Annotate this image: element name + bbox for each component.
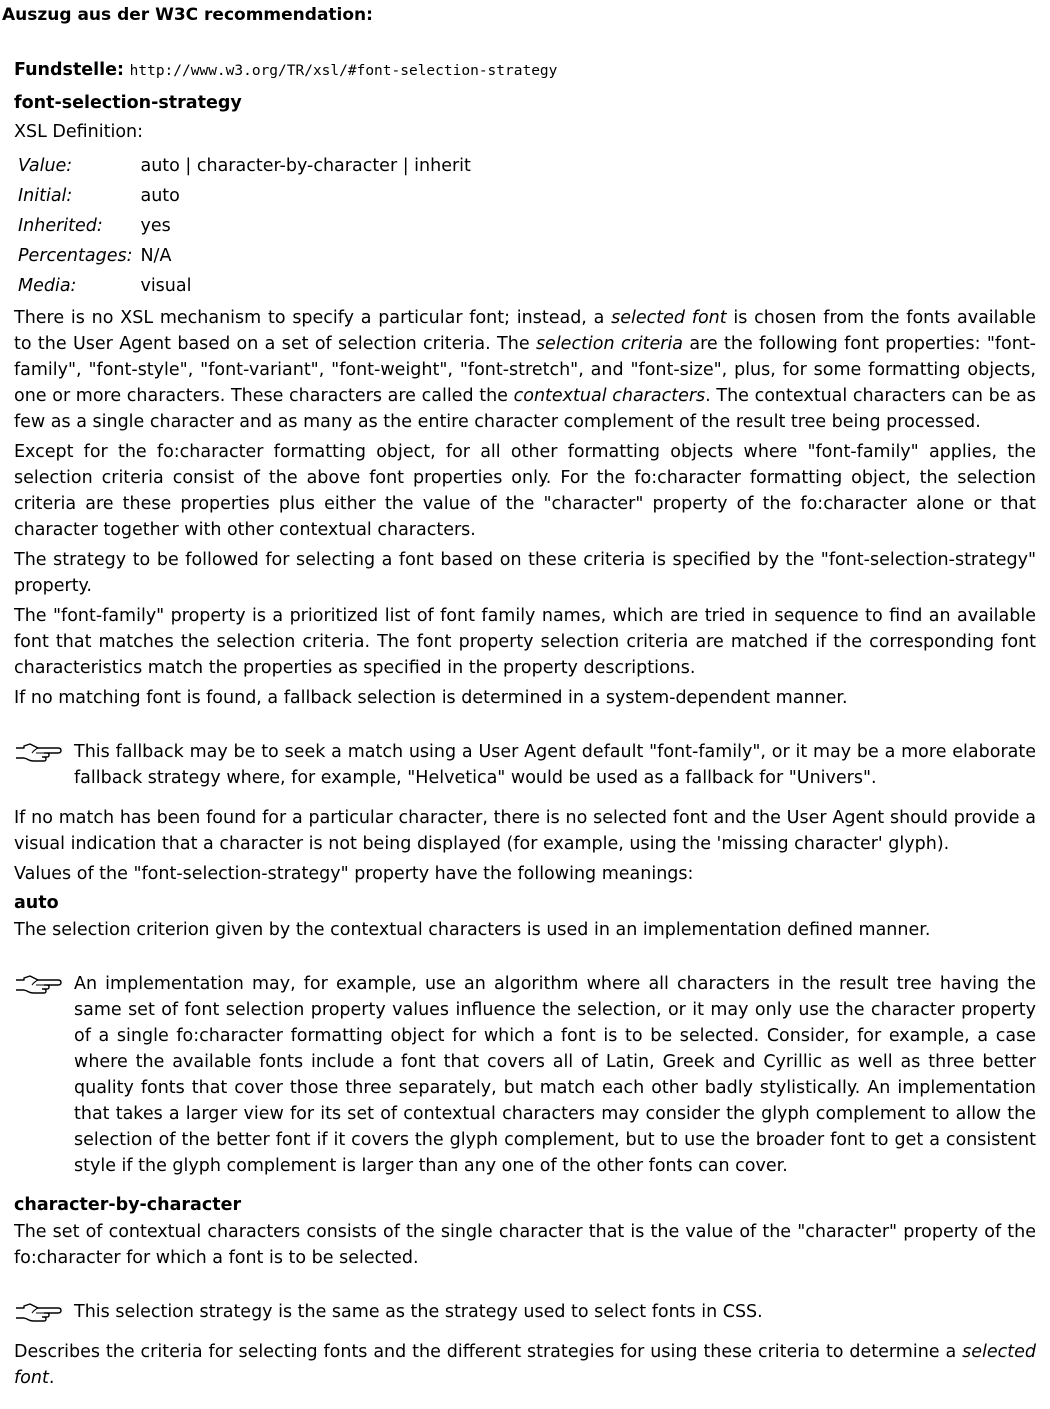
definition-row-media	[16, 271, 477, 301]
note-text: This fallback may be to seek a match using a User Agent default "font-family", or it may be a more elaborate fallback strategy where, for example, "Helvetica" would be used as a fallback for "Univers".	[74, 742, 1036, 788]
definition-value: visual	[140, 276, 192, 296]
source-label: Fundstelle:	[14, 60, 125, 80]
source-reference	[14, 58, 1036, 83]
definition-value: auto | character-by-character | inherit	[140, 156, 471, 176]
paragraph-values-intro: Values of the "font-selection-strategy" property have the following meanings:	[14, 864, 694, 884]
definition-table	[16, 151, 477, 301]
emphasis: contextual characters	[513, 386, 706, 406]
paragraph-strategy: The strategy to be followed for selecting a font based on these criteria is specified by the "font-selection-strategy" property.	[14, 550, 1036, 596]
page-title: Auszug aus der W3C recommendation:	[2, 5, 373, 25]
definition-key: Inherited:	[18, 216, 103, 236]
definition-key: Value:	[18, 156, 73, 176]
definition-row-inherited	[16, 211, 477, 241]
pointing-hand-icon	[14, 1299, 74, 1325]
text-run: There is no XSL mechanism to specify a particular font; instead, a	[14, 308, 612, 328]
text-run: are the following font properties: "font-family", "font-style", "font-variant", "font-weight", "font-stretch", and "font-size", plus, for some formatting objects, one or more characters. These characters are called the	[14, 334, 1036, 406]
text-run: is chosen from the fonts available to the User Agent based on a set of selection criteria. The	[14, 308, 1036, 354]
paragraph-summary	[14, 1339, 1036, 1391]
definition-key: Percentages:	[18, 246, 133, 266]
text-run: .	[48, 1368, 55, 1388]
definition-row-percentages	[16, 241, 477, 271]
note-css	[14, 1299, 1036, 1325]
pointing-hand-icon	[14, 971, 74, 997]
definition-value: yes	[140, 216, 171, 236]
paragraph-auto: The selection criterion given by the contextual characters is used in an implementation defined manner.	[14, 920, 931, 940]
definition-row-initial	[16, 181, 477, 211]
note-text: This selection strategy is the same as the strategy used to select fonts in CSS.	[74, 1302, 763, 1322]
paragraph-fo-character: Except for the fo:character formatting object, for all other formatting objects where "font-family" applies, the selection criteria consist of the above font properties only. For the fo:character formatting object, the selection criteria are these properties plus either the value of the "character" property of the fo:character alone or that character together with other contextual characters.	[14, 442, 1036, 540]
text-run: . The contextual characters can be as few as a single character and as many as the entire character complement of the result tree being processed.	[14, 386, 1036, 432]
paragraph-no-match: If no match has been found for a particular character, there is no selected font and the User Agent should provide a visual indication that a character is not being displayed (for example, using the 'missing character' glyph).	[14, 808, 1036, 854]
emphasis: selected font	[14, 1342, 1036, 1388]
paragraph-character-by-character: The set of contextual characters consists of the single character that is the value of the "character" property of the fo:character for which a font is to be selected.	[14, 1222, 1036, 1268]
definition-key: Initial:	[18, 186, 73, 206]
term-auto: auto	[14, 893, 59, 913]
note-text: An implementation may, for example, use an algorithm where all characters in the result tree having the same set of font selection property values influence the selection, or it may only use the character property of a single fo:character formatting object for which a font is to be selected. Consider, for example, a case where the available fonts include a font that covers all of Latin, Greek and Cyrillic as well as three better quality fonts that cover those three separately, but match each other badly stylistically. An implementation that takes a larger view for its set of contextual characters may consider the glyph complement to allow the selection of the better font if it covers the glyph complement, but to use the broader font to get a consistent style if the glyph complement is larger than any one of the other fonts can cover.	[74, 974, 1036, 1176]
definition-row-value	[16, 151, 477, 181]
text-run: Describes the criteria for selecting fonts and the different strategies for using these criteria to determine a	[14, 1342, 963, 1362]
content	[14, 58, 1036, 1395]
paragraph-fallback: If no matching font is found, a fallback selection is determined in a system-dependent manner.	[14, 688, 848, 708]
note-implementation	[14, 971, 1036, 1179]
pointing-hand-icon	[14, 739, 74, 765]
emphasis: selected font	[611, 308, 727, 328]
definition-value: N/A	[140, 246, 172, 266]
emphasis: selection criteria	[535, 334, 684, 354]
xsl-definition-label: XSL Definition:	[14, 122, 144, 142]
term-character-by-character: character-by-character	[14, 1195, 242, 1215]
paragraph-font-family: The "font-family" property is a prioritized list of font family names, which are tried in sequence to find an available font that matches the selection criteria. The font property selection criteria are matched if the corresponding font characteristics match the properties as specified in the property descriptions.	[14, 606, 1036, 678]
definition-key: Media:	[18, 276, 77, 296]
definition-value: auto	[140, 186, 180, 206]
property-name: font-selection-strategy	[14, 93, 242, 113]
note-fallback	[14, 739, 1036, 791]
paragraph-selection-criteria	[14, 305, 1036, 435]
source-url: http://www.w3.org/TR/xsl/#font-selection-strategy	[129, 63, 558, 79]
